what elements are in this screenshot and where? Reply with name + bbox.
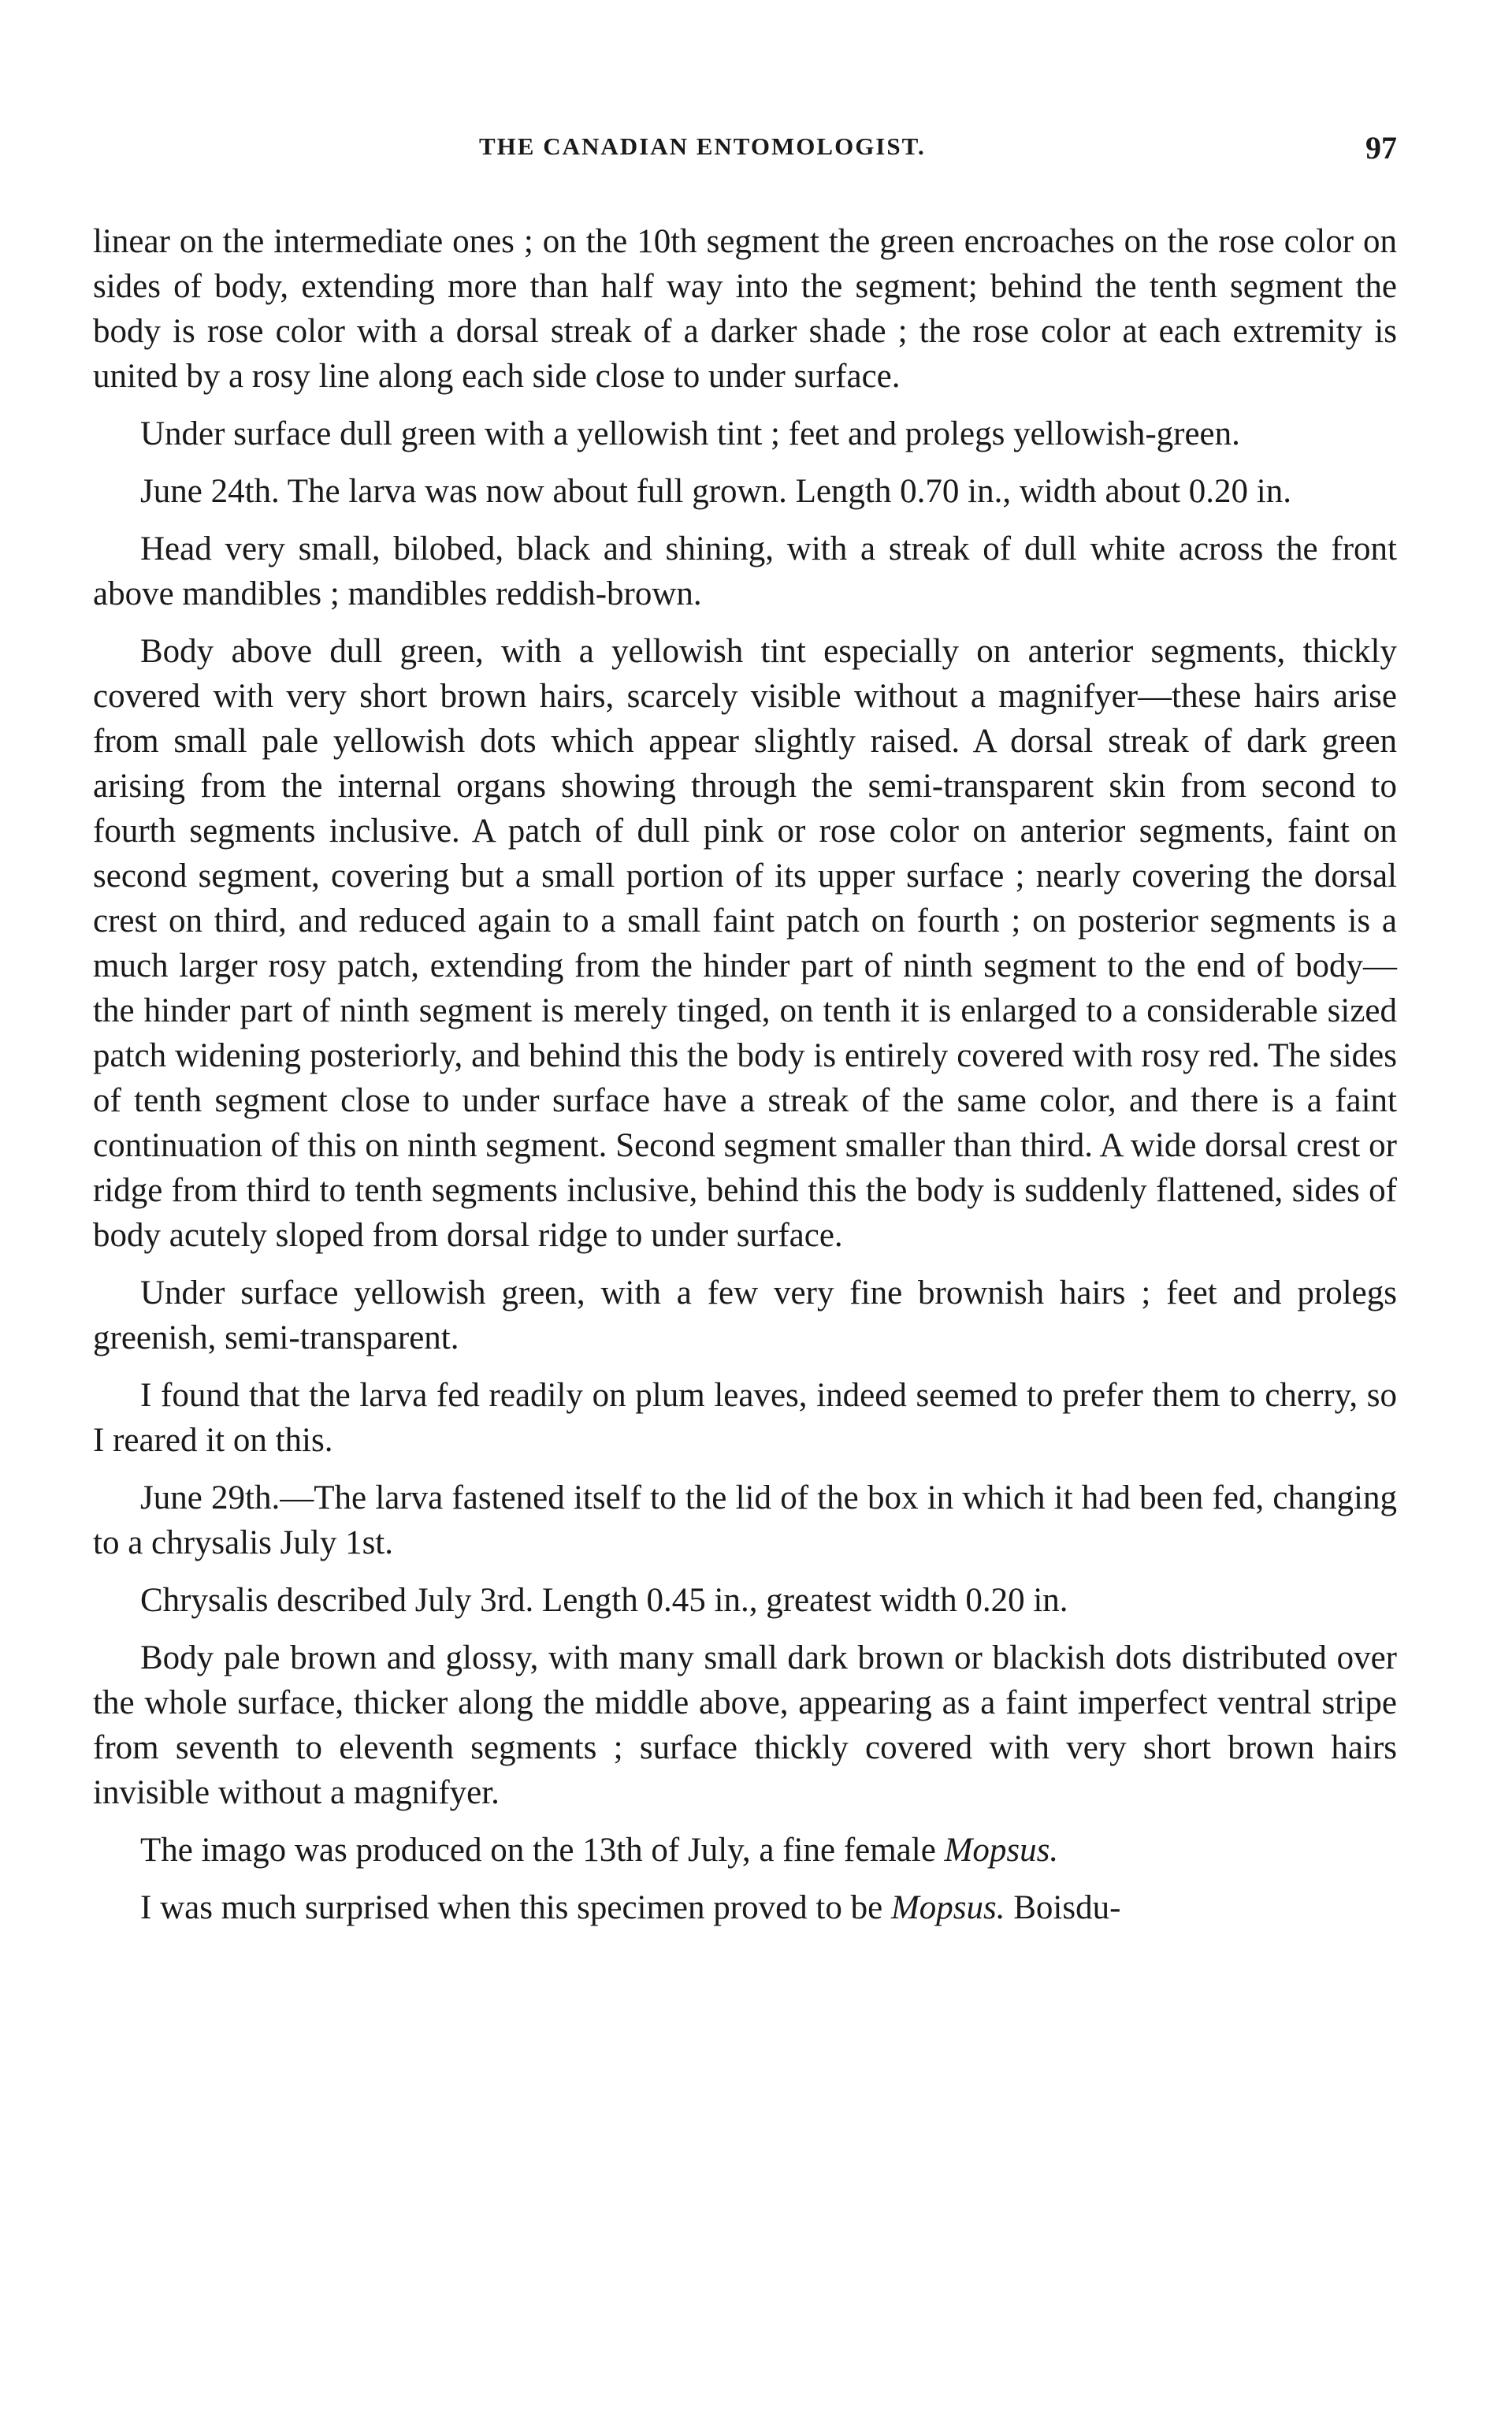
paragraph-1: linear on the intermediate ones ; on the 10th segment the green encroaches on the rose color on sides of body, extending more than half way into the segment; behind the tenth segment the body is rose color with a dorsal streak of a darker shade ; the rose color at each extremity is united by a rosy line along each side close to under surface. [93, 223, 1397, 395]
paragraph-6: Under surface yellowish green, with a few very fine brownish hairs ; feet and prolegs greenish, semi-transparent. [93, 1274, 1397, 1356]
paragraph-11 [93, 1828, 1397, 1873]
page-number: 97 [1365, 130, 1397, 166]
paragraph-8: June 29th.—The larva fastened itself to the lid of the box in which it had been fed, changing to a chrysalis July 1st. [93, 1479, 1397, 1561]
body-text [93, 219, 1397, 1930]
paragraph-5: Body above dull green, with a yellowish tint especially on anterior segments, thickly covered with very short brown hairs, scarcely visible without a magnifyer—these hairs arise from small pale yellowish dots which appear slightly raised. A dorsal streak of dark green arising from the internal organs showing through the semi-transparent skin from second to fourth segments inclusive. A patch of dull pink or rose color on anterior segments, faint on second segment, covering but a small portion of its upper surface ; nearly covering the dorsal crest on third, and reduced again to a small faint patch on fourth ; on posterior segments is a much larger rosy patch, extending from the hinder part of ninth segment to the end of body—the hinder part of ninth segment is merely tinged, on tenth it is enlarged to a considerable sized patch widening posteriorly, and behind this the body is entirely covered with rosy red. The sides of tenth segment close to under surface have a streak of the same color, and there is a faint continuation of this on ninth segment. Second segment smaller than third. A wide dorsal crest or ridge from third to tenth segments inclusive, behind this the body is suddenly flattened, sides of body acutely sloped from dorsal ridge to under surface. [93, 633, 1397, 1254]
imago-text: The imago was produced on the 13th of July, a fine female [140, 1832, 945, 1869]
document-page [93, 132, 1397, 1943]
paragraph-4: Head very small, bilobed, black and shining, with a streak of dull white across the front above mandibles ; mandibles reddish-brown. [93, 530, 1397, 612]
page-header [93, 132, 1397, 180]
running-head: THE CANADIAN ENTOMOLOGIST. [479, 132, 926, 160]
paragraph-12 [93, 1885, 1397, 1930]
surprise-text: I was much surprised when this specimen proved to be [140, 1889, 891, 1926]
paragraph-3: June 24th. The larva was now about full grown. Length 0.70 in., width about 0.20 in. [140, 473, 1291, 510]
paragraph-10: Body pale brown and glossy, with many small dark brown or blackish dots distributed over the whole surface, thicker along the middle above, appearing as a faint imperfect ventral stripe from seventh to eleventh segments ; surface thickly covered with very short brown hairs invisible without a magnifyer. [93, 1639, 1397, 1811]
surprise-text-after: Boisdu- [1005, 1889, 1121, 1926]
paragraph-9: Chrysalis described July 3rd. Length 0.45 in., greatest width 0.20 in. [140, 1582, 1068, 1619]
species-name: Mopsus. [890, 1889, 1005, 1926]
paragraph-2: Under surface dull green with a yellowish tint ; feet and prolegs yellowish-green. [140, 415, 1240, 452]
paragraph-7: I found that the larva fed readily on plum leaves, indeed seemed to prefer them to cherry, so I reared it on this. [93, 1377, 1397, 1459]
species-name: Mopsus. [944, 1832, 1059, 1869]
